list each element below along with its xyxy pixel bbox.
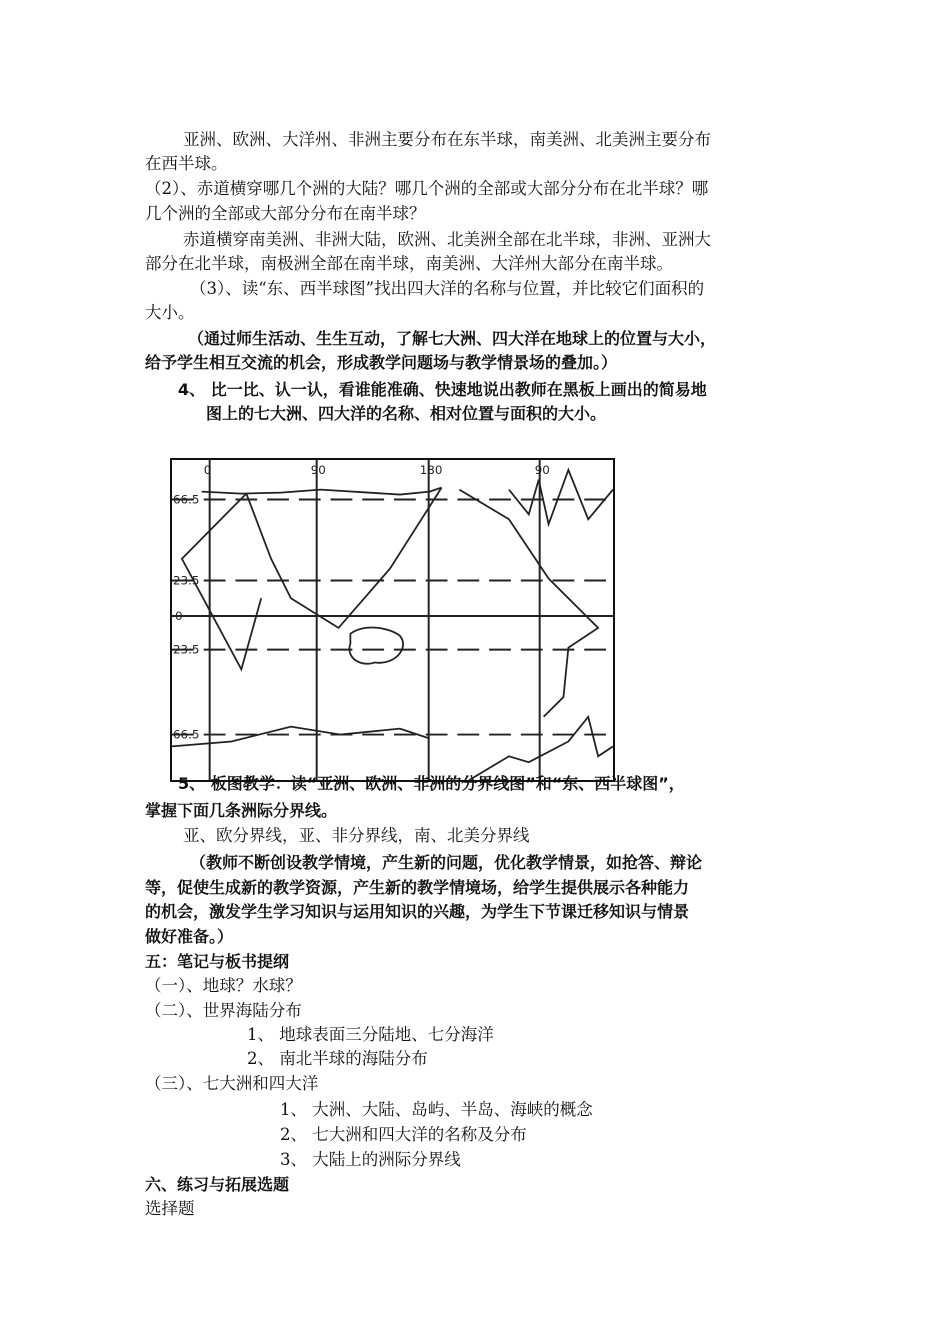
teaching-note-2: （教师不断创设教学情境，产生新的问题，优化教学情景，如抢答、辩论 xyxy=(190,853,703,872)
item-5-cont: 掌握下面几条洲际分界线。 xyxy=(145,801,338,820)
boundary-lines: 亚、欧分界线，亚、非分界线，南、北美分界线 xyxy=(183,826,530,845)
teaching-note-1-cont: 给予学生相互交流的机会，形成教学问题场与教学情景场的叠加。） xyxy=(145,353,618,372)
left-label-23-5-north: 23.5 xyxy=(172,573,200,588)
top-label-0: 0 xyxy=(203,462,212,477)
teaching-note-2-l3: 的机会，激发学生学习知识与运用知识的兴趣，为学生下节课迁移知识与情景 xyxy=(145,902,690,921)
north-america-coast xyxy=(509,470,613,524)
para-continents-hemispheres: 亚洲、欧洲、大洋州、非洲主要分布在东半球，南美洲、北美洲主要分布 xyxy=(183,130,711,149)
outline-section-3: （三）、七大洲和四大洋 xyxy=(145,1074,319,1093)
question-3-cont: 大小。 xyxy=(145,303,195,322)
top-label-90: 90 xyxy=(310,462,326,477)
top-label-180: 180 xyxy=(419,462,443,477)
africa-asia-outline xyxy=(246,488,441,628)
teaching-note-2-l4: 做好准备。） xyxy=(145,927,234,946)
antarctica-coast-right xyxy=(469,717,613,780)
outline-section-3-item-2: 2、 七大洲和四大洋的名称及分布 xyxy=(280,1125,527,1144)
question-2: （2）、赤道横穿哪几个洲的大陆？哪几个洲的全部或大部分分布在北半球？哪 xyxy=(145,179,709,198)
teaching-note-2-l2: 等，促使生成新的教学资源，产生新的教学情境场，给学生提供展示各种能力 xyxy=(145,878,690,897)
left-label-23-5-south: 23.5 xyxy=(172,642,200,657)
question-2-cont: 几个洲的全部或大部分分布在南半球？ xyxy=(145,204,426,223)
outline-section-3-item-1: 1、 大洲、大陆、岛屿、半岛、海峡的概念 xyxy=(280,1100,593,1119)
australia-outline xyxy=(349,628,403,664)
left-label-66-5-south: 66.5 xyxy=(172,727,200,742)
outline-section-2-item-1: 1、 地球表面三分陆地、七分海洋 xyxy=(247,1025,494,1044)
left-label-66-5-north: 66.5 xyxy=(172,492,200,507)
outline-section-3-item-3: 3、 大陆上的洲际分界线 xyxy=(280,1150,461,1169)
outline-section-2-item-2: 2、 南北半球的海陆分布 xyxy=(247,1049,428,1068)
item-5: 5、 板图教学：读“亚洲、欧洲、非洲的分界线图”和“东、西半球图”， xyxy=(178,774,685,793)
eurasia-north-coast xyxy=(202,488,442,495)
outline-section-2: （二）、世界海陆分布 xyxy=(145,1001,302,1020)
teaching-note-1: （通过师生活动、生生互动，了解七大洲、四大洋在地球上的位置与大小， xyxy=(188,329,717,348)
outline-heading: 五：笔记与板书提纲 xyxy=(145,952,290,971)
answer-2: 赤道横穿南美洲、非洲大陆，欧洲、北美洲全部在北半球，非洲、亚洲大 xyxy=(183,230,711,249)
practice-heading: 六、练习与拓展选题 xyxy=(145,1175,290,1194)
item-4: 4、 比一比、认一认，看谁能准确、快速地说出教师在黑板上画出的简易地 xyxy=(178,380,707,399)
item-4-cont: 图上的七大洲、四大洋的名称、相对位置与面积的大小。 xyxy=(206,404,607,423)
practice-subheading: 选择题 xyxy=(145,1199,195,1218)
answer-2-cont: 部分在北半球，南极洲全部在南半球，南美洲、大洋州大部分在南半球。 xyxy=(145,254,673,273)
sketch-map-drawing xyxy=(172,460,613,780)
blackboard-sketch-map xyxy=(170,458,615,782)
outline-section-1: （一）、地球？水球？ xyxy=(145,976,302,995)
question-3: （3）、读“东、西半球图”找出四大洋的名称与位置，并比较它们面积的 xyxy=(190,279,705,298)
antarctica-coast-left xyxy=(172,727,430,747)
para-continents-hemispheres-cont: 在西半球。 xyxy=(145,154,228,173)
america-outline xyxy=(459,490,598,717)
top-label-90-right: 90 xyxy=(534,462,550,477)
left-label-0: 0 xyxy=(174,609,183,623)
